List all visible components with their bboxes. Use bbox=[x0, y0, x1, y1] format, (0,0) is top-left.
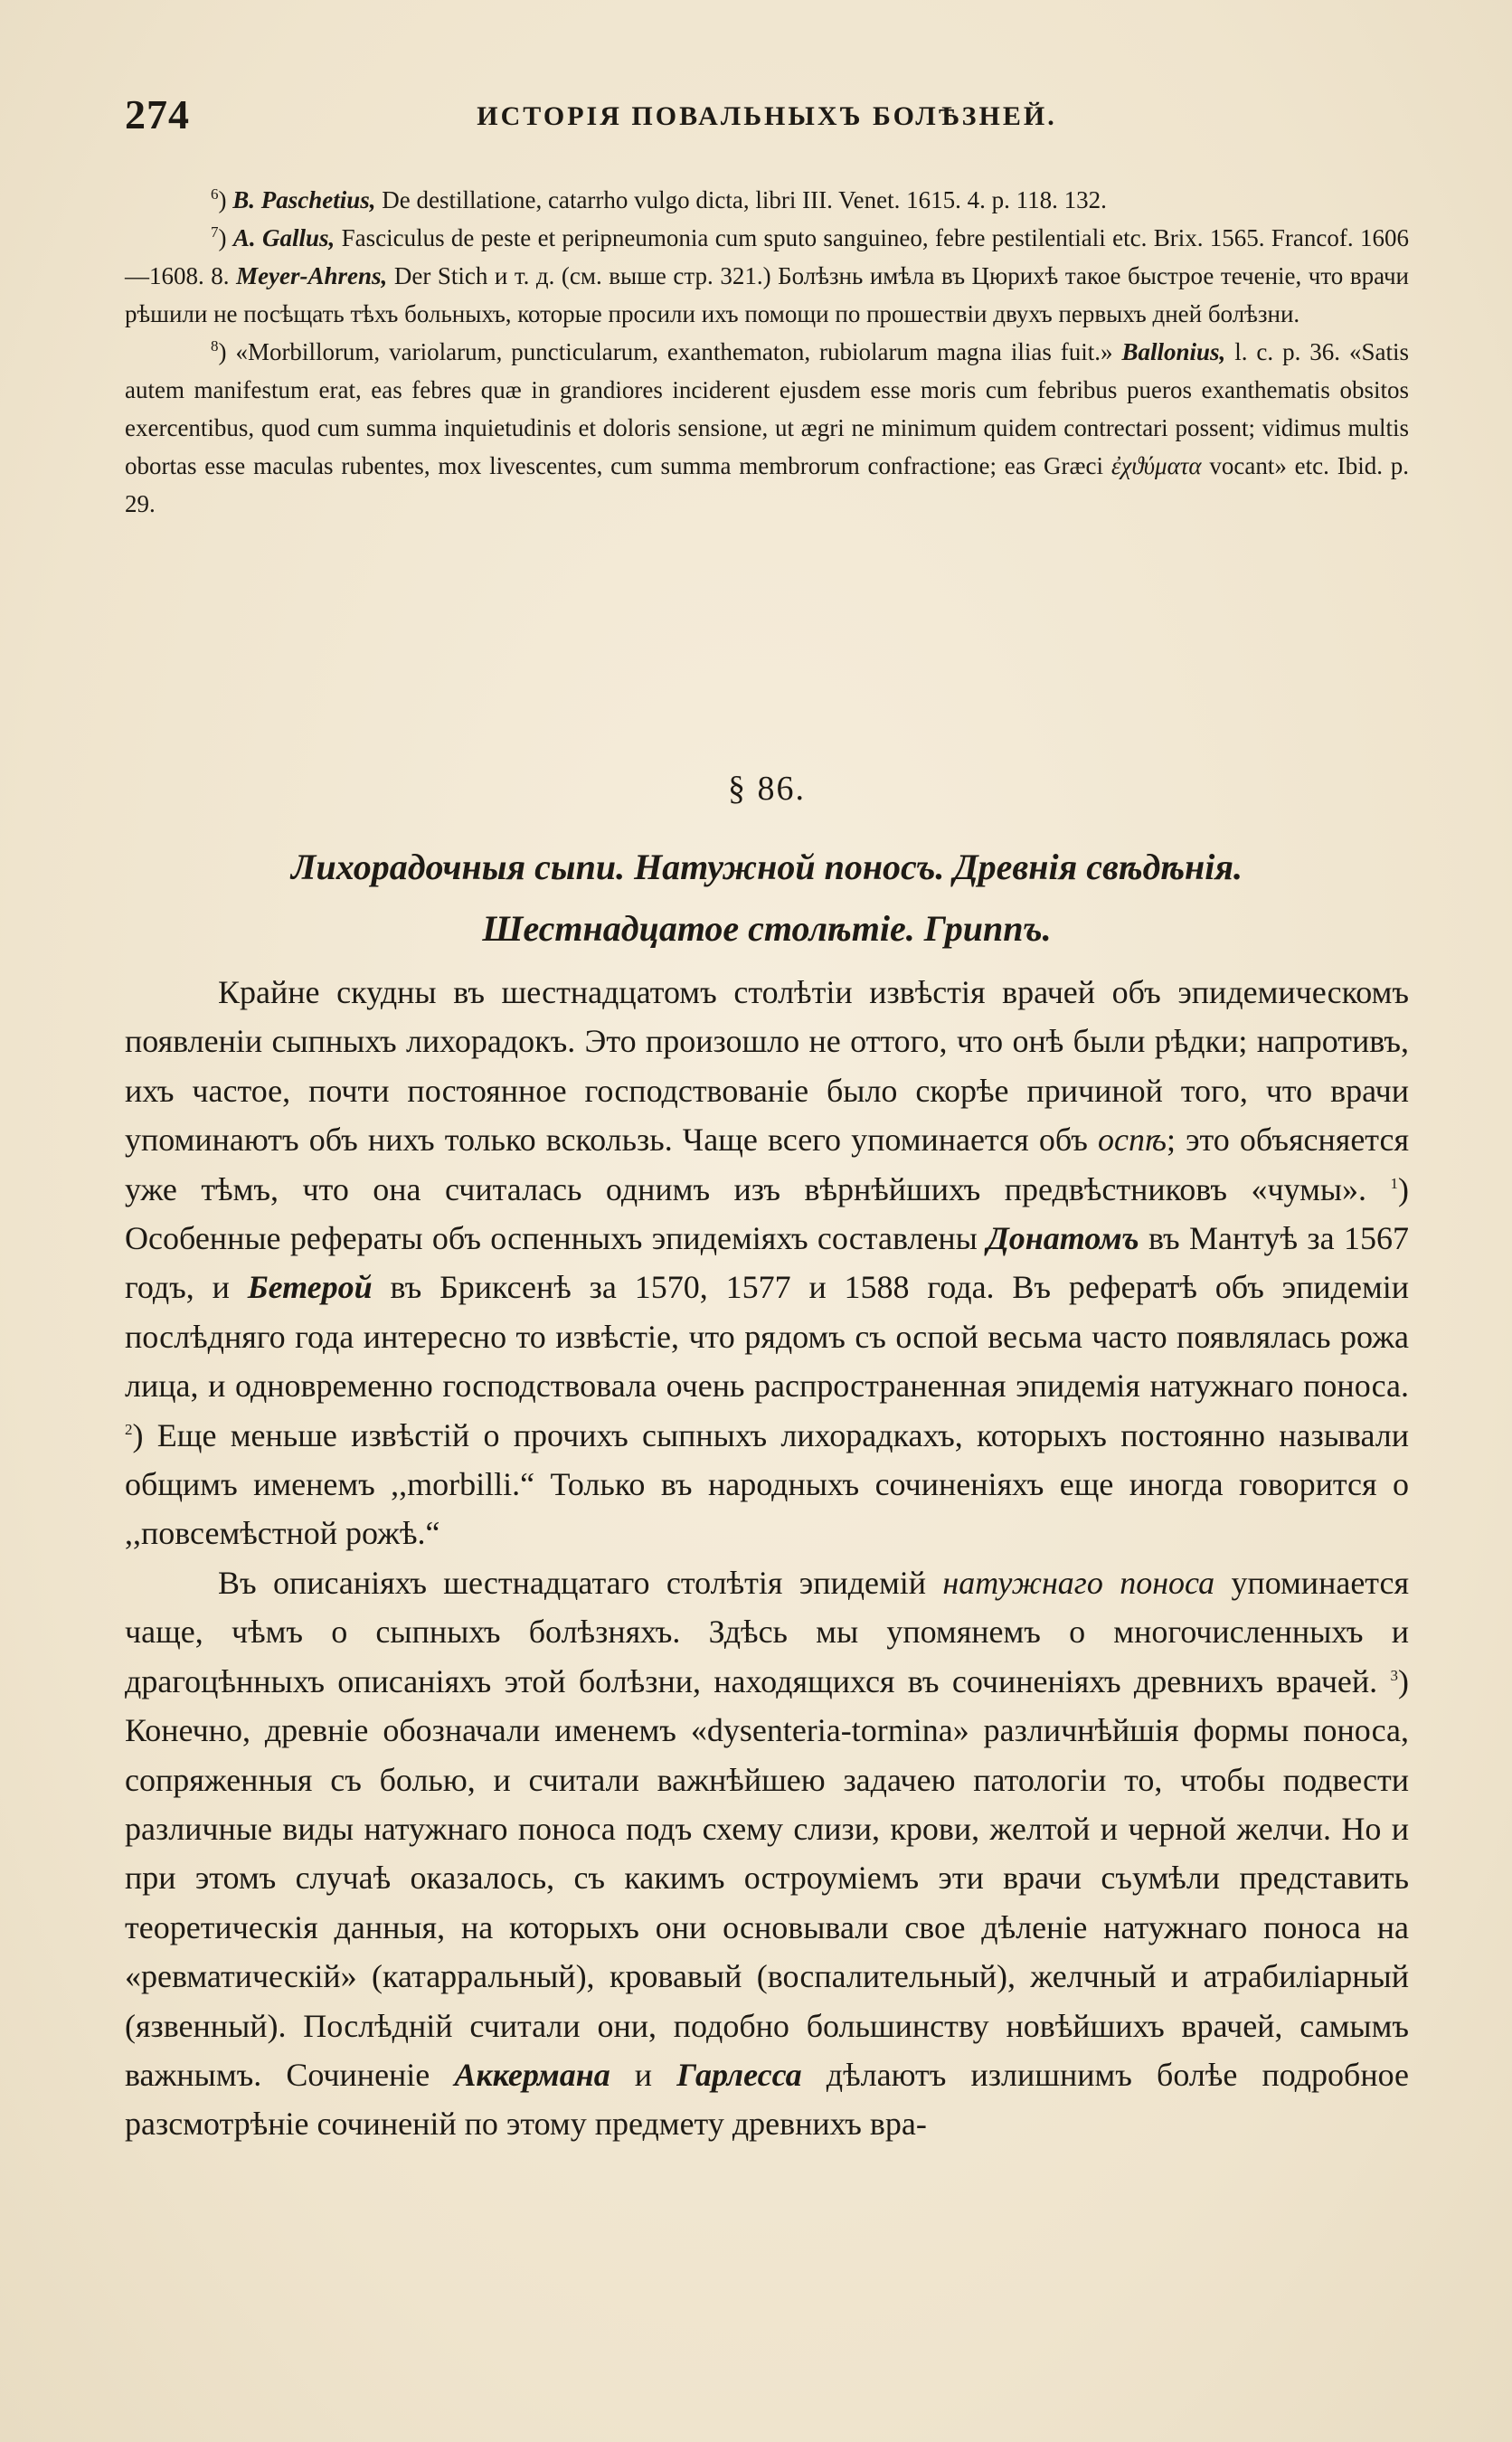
page-number: 274 bbox=[125, 91, 190, 137]
footnote-8: $^8$) «Morbillorum, variolarum, puncticularum, exanthematon, rubiolarum magna ilias fuit.» Ballonius, l. c. p. 36. «Satis autem manifestum erat, eas febres quæ in grandiores inciderent ejusdem esse moris cum febribus pueros exanthematis obsitos exercentibus, quod cum summa inquietudinis et doloris sensione, ut ægri ne minimum quidem contrectari possent; vidimus multis obortas esse maculas rubentes, mox livescentes, cum summa membrorum confractione; eas Græci ἐχϑύματα vocant» etc. Ibid. p. 29. bbox=[125, 337, 1409, 517]
text-run: Въ описаніяхъ шестнадцатаго столѣтія эпидемій bbox=[218, 1564, 943, 1601]
footnote-marker: 7 bbox=[211, 223, 219, 241]
paragraph-1 bbox=[125, 968, 1409, 1558]
text-run: дѣлаютъ излишнимъ болѣе подробное разсмотрѣніе сочиненій по этому предмету древнихъ вра- bbox=[125, 2056, 1409, 2143]
text-run: ) Особенные рефераты объ оспенныхъ эпидеміяхъ составлены bbox=[125, 1170, 1409, 1257]
subtitle-line: Шестнадцатое столѣтіе. Гриппъ. bbox=[482, 908, 1052, 949]
footnote-ref: 1 bbox=[1390, 1174, 1398, 1192]
body-text bbox=[125, 968, 1409, 2149]
footnote-author: Meyer-Ahrens, bbox=[236, 262, 388, 289]
footnote-ref: 3 bbox=[1390, 1666, 1398, 1684]
footnote-text: De destillatione, catarrho vulgo dicta, libri III. Venet. 1615. 4. p. 118. 132. bbox=[375, 186, 1107, 213]
text-run: ) Конечно, древніе обозначали именемъ «dysenteria-tormina» различнѣйшія формы поноса, сопряженныя съ болью, и считали важнѣйшею задачею патологіи то, чтобы подвести различные виды натужнаго поноса подъ схему слизи, крови, желтой и черной желчи. Но и при этомъ случаѣ оказалось, съ какимъ остроуміемъ эти врачи съумѣли представить теоретическія данныя, на которыхъ они основывали свое дѣленіе натужнаго поноса на «ревматическій» (катарральный), кровавый (воспалительный), желчный и атрабиліарный (язвенный). Послѣдній считали они, подобно большинству новѣйшихъ врачей, самымъ важнымъ. Сочиненіе bbox=[125, 1662, 1409, 2093]
section-subtitle bbox=[125, 837, 1409, 960]
text-run: упоминается чаще, чѣмъ о сыпныхъ болѣзняхъ. Здѣсь мы упомянемъ о многочисленныхъ и драгоцѣнныхъ описаніяхъ этой болѣзни, находящихся въ сочиненіяхъ древнихъ врачей. bbox=[125, 1564, 1410, 1699]
footnote-marker: 8 bbox=[211, 337, 219, 355]
footnotes bbox=[125, 181, 1409, 523]
page-header bbox=[125, 90, 1409, 163]
text-run: ; это объясняется уже тѣмъ, что она считалась однимъ изъ вѣрнѣйшихъ предвѣстниковъ «чумы». bbox=[125, 1122, 1410, 1207]
person-name: Донатомъ bbox=[987, 1220, 1139, 1257]
footnote-marker: 6 bbox=[211, 185, 219, 203]
footnote-text: vocant» etc. Ibid. p. 29. bbox=[125, 452, 1409, 517]
person-name: Аккермана bbox=[454, 2056, 610, 2093]
person-name: Гарлесса bbox=[676, 2056, 802, 2093]
running-head: ИСТОРІЯ ПОВАЛЬНЫХЪ БОЛѢЗНЕЙ. bbox=[477, 101, 1057, 131]
footnote-text: l. c. p. 36. «Satis autem manifestum erat, eas febres quæ in grandiores inciderent ejusdem esse moris cum febribus pueros exanthematis obsitos exercentibus, quod cum summa inquietudinis et doloris sensione, ut ægri ne minimum quidem contrectari possent; vidimus multis obortas esse maculas rubentes, mox livescentes, cum summa membrorum confractione; eas Græci bbox=[125, 338, 1409, 479]
footnote-author: B. Paschetius, bbox=[232, 186, 376, 213]
text-run: Крайне скудны въ шестнадцатомъ столѣтіи извѣстія врачей объ эпидемическомъ появленіи сыпныхъ лихорадокъ. Это произошло не оттого, что онѣ были рѣдки; напротивъ, ихъ частое, почти постоянное господствованіе было скорѣе причиной того, что врачи упоминаютъ объ нихъ только вскользь. Чаще всего упоминается объ bbox=[125, 974, 1409, 1159]
footnote-7: $^7$) A. Gallus, Fasciculus de peste et peripneumonia cum sputo sanguineo, febre pestilentiali etc. Brix. 1565. Francof. 1606—1608. 8. Meyer-Ahrens, Der Stich и т. д. (см. выше стр. 321.) Болѣзнь имѣла въ Цюрихѣ такое быстрое теченіе, что врачи рѣшили не посѣщать тѣхъ больныхъ, которые просили ихъ помощи по прошествіи двухъ первыхъ дней болѣзни. bbox=[125, 223, 1410, 327]
footnote-author: Ballonius, bbox=[1121, 338, 1226, 365]
text-run: ) Еще меньше извѣстій о прочихъ сыпныхъ лихорадкахъ, которыхъ постоянно называли общимъ именемъ ,,morbilli.“ Только въ народныхъ сочиненіяхъ еще иногда говорится о ,,повсемѣстной рожѣ.“ bbox=[125, 1416, 1409, 1552]
emphasis: оспѣ bbox=[1097, 1122, 1167, 1159]
subtitle-line: Лихорадочныя сыпи. Натужной поносъ. Древнія свѣдѣнія. bbox=[291, 847, 1243, 887]
text-run: въ Бриксенѣ за 1570, 1577 и 1588 года. Въ рефератѣ объ эпидеміи послѣдняго года интересно то извѣстіе, что рядомъ съ оспой весьма часто появлялась рожа лица, и одновременно господствовала очень распространенная эпидемія натужнаго поноса. bbox=[125, 1269, 1410, 1405]
text-run: и bbox=[610, 2056, 677, 2093]
footnote-author: A. Gallus, bbox=[232, 224, 335, 251]
text-run: въ Мантуѣ за 1567 годъ, и bbox=[125, 1220, 1409, 1306]
footnote-text: «Morbillorum, variolarum, puncticularum, exanthematon, rubiolarum magna ilias fuit.» bbox=[235, 338, 1122, 365]
person-name: Бетерой bbox=[247, 1269, 373, 1306]
footnote-6: $^6$) B. Paschetius, De destillatione, catarrho vulgo dicta, libri III. Venet. 1615. 4. p. 118. 132. bbox=[211, 185, 1107, 213]
greek-word: ἐχϑύματα bbox=[1110, 452, 1202, 479]
section-number: § 86. bbox=[728, 770, 806, 808]
paragraph-2 bbox=[125, 1558, 1409, 2149]
footnote-text: Der Stich и т. д. (см. выше стр. 321.) Болѣзнь имѣла въ Цюрихѣ такое быстрое теченіе, что врачи рѣшили не посѣщать тѣхъ больныхъ, которые просили ихъ помощи по прошествіи двухъ первыхъ дней болѣзни. bbox=[125, 262, 1410, 327]
emphasis: натужнаго поноса bbox=[942, 1564, 1215, 1601]
footnote-ref: 2 bbox=[125, 1420, 133, 1438]
footnote-text: Fasciculus de peste et peripneumonia cum sputo sanguineo, febre pestilentiali etc. Brix. 1565. Francof. 1606—1608. 8. bbox=[125, 224, 1409, 289]
